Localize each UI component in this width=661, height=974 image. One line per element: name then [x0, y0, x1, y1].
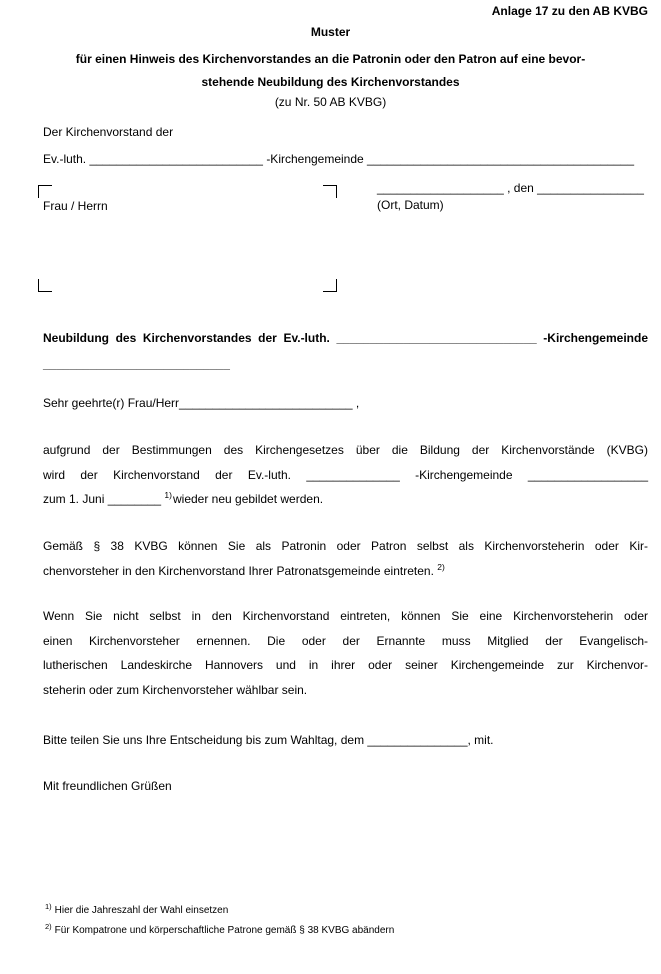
footnote-reference-2: 2): [437, 561, 445, 572]
paragraph-2-line-1: Gemäß § 38 KVBG können Sie als Patronin oder Patron selbst als Kirchenvorsteherin oder Kir-: [43, 539, 648, 553]
paragraph-4: Bitte teilen Sie uns Ihre Entscheidung bis zum Wahltag, dem _______________, mit.: [43, 733, 494, 747]
footnote-2-marker: 2): [45, 922, 52, 931]
footnote-2-text: Für Kompatrone und körperschaftliche Patrone gemäß § 38 KVBG abändern: [54, 925, 395, 936]
paragraph-3-line-1: Wenn Sie nicht selbst in den Kirchenvorstand eintreten, können Sie eine Kirchenvorsteherin oder: [43, 609, 648, 623]
subject-line-1: Neubildung des Kirchenvorstandes der Ev.-luth. ______________________________ -Kirchengemeinde: [43, 331, 648, 345]
address-window-corner-bottom-right-icon: [323, 279, 337, 292]
sender-block: [43, 119, 648, 173]
document-title: [0, 48, 661, 94]
salutation: Sehr geehrte(r) Frau/Herr__________________________ ,: [43, 396, 360, 410]
place-date-caption: (Ort, Datum): [377, 198, 444, 212]
footnote-1-marker: 1): [45, 902, 52, 911]
address-window-corner-top-left-icon: [38, 185, 52, 198]
address-window: [38, 185, 337, 292]
paragraph-1-line-3-text: zum 1. Juni ________: [43, 492, 165, 506]
place-date-block: [377, 180, 644, 214]
footnote-1: [45, 901, 394, 921]
subject-heading: [43, 325, 648, 377]
recipient-label: Frau / Herrn: [43, 199, 108, 213]
footnotes: [45, 901, 394, 941]
paragraph-1: [43, 438, 648, 513]
paragraph-1-line-3-rest: wieder neu gebildet werden.: [172, 492, 324, 506]
document-title-line-2: stehende Neubildung des Kirchenvorstandes: [201, 75, 460, 89]
document-title-line-1: für einen Hinweis des Kirchenvorstandes an die Patronin oder den Patron auf eine bevor-: [75, 52, 586, 66]
footnote-2: [45, 921, 394, 941]
paragraph-3-line-2: einen Kirchenvorsteher ernennen. Die oder der Ernannte muss Mitglied der Evangelisch-: [43, 633, 648, 648]
paragraph-2-line-2: [43, 559, 648, 585]
paragraph-3-line-3: lutherischen Landeskirche Hannovers und in ihrer oder seiner Kirchengemeinde zur Kirchenvor-: [43, 658, 648, 672]
annex-label: Anlage 17 zu den AB KVBG: [491, 4, 648, 18]
sender-line-1: Der Kirchenvorstand der: [43, 125, 174, 139]
paragraph-3: [43, 604, 648, 702]
reference-note: (zu Nr. 50 AB KVBG): [274, 95, 387, 109]
paragraph-3-line-4: steherin oder zum Kirchenvorsteher wählbar sein.: [43, 682, 308, 697]
paragraph-2: [43, 534, 648, 584]
closing-formula: Mit freundlichen Grüßen: [43, 779, 172, 793]
sender-line-2: Ev.-luth. __________________________ -Kirchengemeinde ________________________________________: [43, 152, 634, 166]
address-window-corner-top-right-icon: [323, 185, 337, 198]
footnote-reference-1: 1): [164, 490, 172, 500]
footnote-1-text: Hier die Jahreszahl der Wahl einsetzen: [54, 905, 229, 916]
subject-line-2: ____________________________: [43, 357, 230, 371]
document-type-heading: Muster: [310, 25, 351, 39]
paragraph-1-line-3: [43, 487, 648, 513]
paragraph-2-line-2-text: chenvorsteher in den Kirchenvorstand Ihrer Patronatsgemeinde eintreten.: [43, 563, 438, 578]
address-window-corner-bottom-left-icon: [38, 279, 52, 292]
place-date-line: ___________________ , den ________________: [377, 181, 644, 195]
paragraph-1-line-2: wird der Kirchenvorstand der Ev.-luth. ______________ -Kirchengemeinde __________________: [43, 467, 648, 482]
paragraph-1-line-1: aufgrund der Bestimmungen des Kirchengesetzes über die Bildung der Kirchenvorstände (KVBG): [43, 443, 648, 457]
